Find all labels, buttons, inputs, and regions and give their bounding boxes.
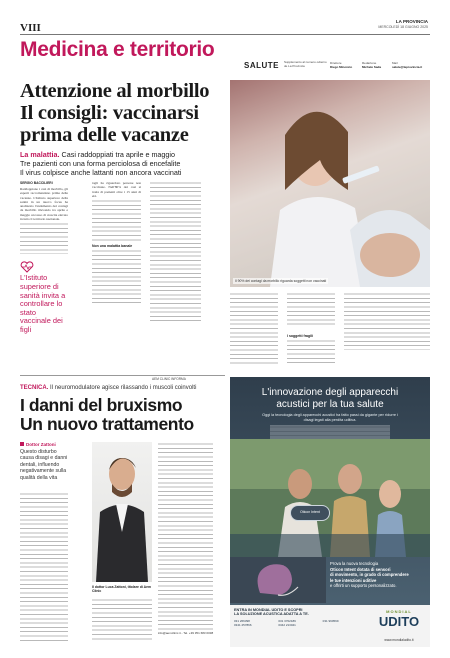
ad-headline bbox=[230, 387, 430, 410]
article1-headline bbox=[20, 80, 235, 146]
article1-column-6 bbox=[344, 292, 392, 350]
doctor-quote: Questo disturbo causa disagi e danni dentali, influendo negativamente sulla qualità della vita bbox=[20, 449, 68, 481]
issue-date: MERCOLEDÌ 18 GIUGNO 2025 bbox=[378, 25, 428, 29]
brand-logo: UDITO bbox=[378, 614, 420, 629]
article2-column-2-lower bbox=[92, 598, 152, 642]
doctor-photo bbox=[92, 442, 152, 582]
ad-intro: Oggi la tecnologia degli apparecchi acustici ha fatto passi da gigante per ridurre i disagi legati alla perdita uditiva. bbox=[262, 413, 398, 422]
phone-1: 031 266398 bbox=[234, 619, 250, 623]
article1-column-1 bbox=[20, 181, 68, 335]
article1-subtitle bbox=[20, 151, 235, 177]
article1-column-7 bbox=[392, 292, 430, 350]
page-number: VIII bbox=[20, 22, 41, 34]
paper-name: LA PROVINCIA bbox=[395, 19, 428, 24]
pull-quote: L'Istituto superiore di sanità invita a controllare lo stato vaccinale dei figli bbox=[20, 273, 66, 334]
doctor-name: Dottor Zattoni bbox=[20, 442, 68, 447]
article1-column-4 bbox=[230, 292, 278, 364]
headline-line-3: prima delle vacanze bbox=[20, 124, 189, 146]
column-2-subhead: Non una malattia banale bbox=[92, 244, 133, 249]
device-label: Oticon Intent bbox=[300, 510, 320, 514]
heart-icon bbox=[20, 260, 34, 272]
column-2-text: tagli ha riguardato persone non vaccinate. Nell'80% dei casi si tratta di pazienti oltre i 15 anni di età. bbox=[92, 181, 141, 198]
salute-logo: SALUTE bbox=[244, 61, 279, 70]
phone-3: 031 990599 bbox=[322, 619, 339, 623]
subtitle-line-1: Casi raddoppiati tra aprile e maggio bbox=[61, 150, 176, 159]
article2-column-3 bbox=[158, 442, 213, 632]
kicker-text: Il neuromodulatore agisce rilassando i muscoli coinvolti bbox=[50, 385, 197, 391]
promo-line-1: Prova la nuova tecnologia bbox=[330, 561, 379, 566]
promo-line-3: di movimento, in grado di comprendere bbox=[330, 572, 409, 578]
column-1-text: Raddoppiano i casi di morbillo, gli esperti raccomandano prima delle vacanze. L'Istituto superiore della sanità in un nuovo focus ha analizzato l'andamento dei contagi da morbillo rilevando tra aprile e maggio un tasso di crescita elevato in tutto il territorio nazionale. bbox=[20, 187, 68, 222]
promo-line-4: le tue intenzioni uditive bbox=[330, 577, 377, 583]
salute-mail: salute@laprovincia.it bbox=[392, 65, 423, 69]
article1-column-2 bbox=[92, 181, 141, 306]
article1-column-5 bbox=[287, 292, 335, 328]
photo-caption: Il 90% dei contagi da morbillo riguarda soggetti non vaccinati bbox=[235, 279, 327, 283]
kicker-label: TECNICA. bbox=[20, 385, 49, 391]
article2-headline bbox=[20, 396, 225, 434]
byline: SERGIO BACCILIERI bbox=[20, 181, 53, 185]
ad-band-rule bbox=[20, 375, 225, 376]
promo-line-5: e offrirti un supporto personalizzato. bbox=[330, 583, 397, 589]
salute-mail-label: Mail bbox=[392, 61, 398, 65]
article2-column-1 bbox=[20, 492, 68, 642]
ad-footer bbox=[230, 605, 430, 647]
doctor-photo-caption: Il dottor Luca Zattoni, titolare di Aem Clinic bbox=[92, 585, 152, 594]
column-5-subhead: I soggetti fragili bbox=[287, 334, 314, 338]
article2-kicker bbox=[20, 385, 196, 391]
brand-top: MONDIAL bbox=[386, 609, 412, 614]
phone-2: 031 3702189 bbox=[278, 619, 296, 623]
headline-line-2: Un nuovo trattamento bbox=[20, 414, 194, 434]
doctor-callout bbox=[20, 442, 68, 481]
subtitle-line-2: Tre pazienti con una forma perciolosa di encefalite bbox=[20, 158, 181, 168]
phone-5: 0342 213041 bbox=[278, 623, 296, 628]
headline-line-2: Il consigli: vaccinarsi bbox=[20, 102, 199, 124]
photo-illustration bbox=[230, 80, 430, 287]
phone-4: 0341 257866 bbox=[234, 623, 252, 628]
article1-column-5-cont bbox=[287, 339, 335, 364]
headline-line-1: I danni del bruxismo bbox=[20, 395, 183, 415]
headline-line-1: Attenzione al morbillo bbox=[20, 80, 210, 102]
family-photo bbox=[230, 439, 430, 557]
hearing-aid-image bbox=[230, 557, 326, 603]
nurse-vaccination-photo bbox=[230, 80, 430, 287]
hearing-ad bbox=[230, 377, 430, 647]
article1-column-3 bbox=[150, 181, 201, 323]
salute-director: Diego Minonzio bbox=[330, 65, 353, 69]
brand-website: www.mondialudito.it bbox=[384, 638, 414, 642]
salute-supplement: Supplemento al numero odierno de La Provincia bbox=[284, 60, 327, 68]
salute-editor: Michele Sada bbox=[362, 65, 382, 69]
promo-line-2: Oticon Intent dotata di sensori bbox=[330, 566, 391, 572]
footer-title: ENTRA IN MONDIAL UDITO E SCOPRI LA SOLUZIONE ACUSTICA ADATTA A TE. bbox=[234, 608, 309, 617]
ad-headline-line-2: acustici per la tua salute bbox=[276, 398, 384, 410]
ad-promo bbox=[330, 561, 428, 589]
subtitle-kicker: La malattia. bbox=[20, 150, 60, 159]
contact-line: info@aemclinic.it - Tel. +39 351 683 0038 bbox=[158, 631, 214, 635]
ad-headline-line-1: L'innovazione degli apparecchi bbox=[261, 387, 399, 398]
header-rule bbox=[20, 34, 430, 35]
subtitle-line-3: Il virus colpisce anche lattanti non ancora vaccinati bbox=[20, 167, 182, 177]
ad-band-label: AEM CLINIC INFORMA bbox=[152, 377, 186, 381]
phone-list bbox=[234, 619, 364, 627]
section-title: Medicina e territorio bbox=[20, 38, 215, 61]
salute-director-label: Direttore bbox=[330, 61, 342, 65]
salute-editor-label: Redazione bbox=[362, 61, 377, 65]
